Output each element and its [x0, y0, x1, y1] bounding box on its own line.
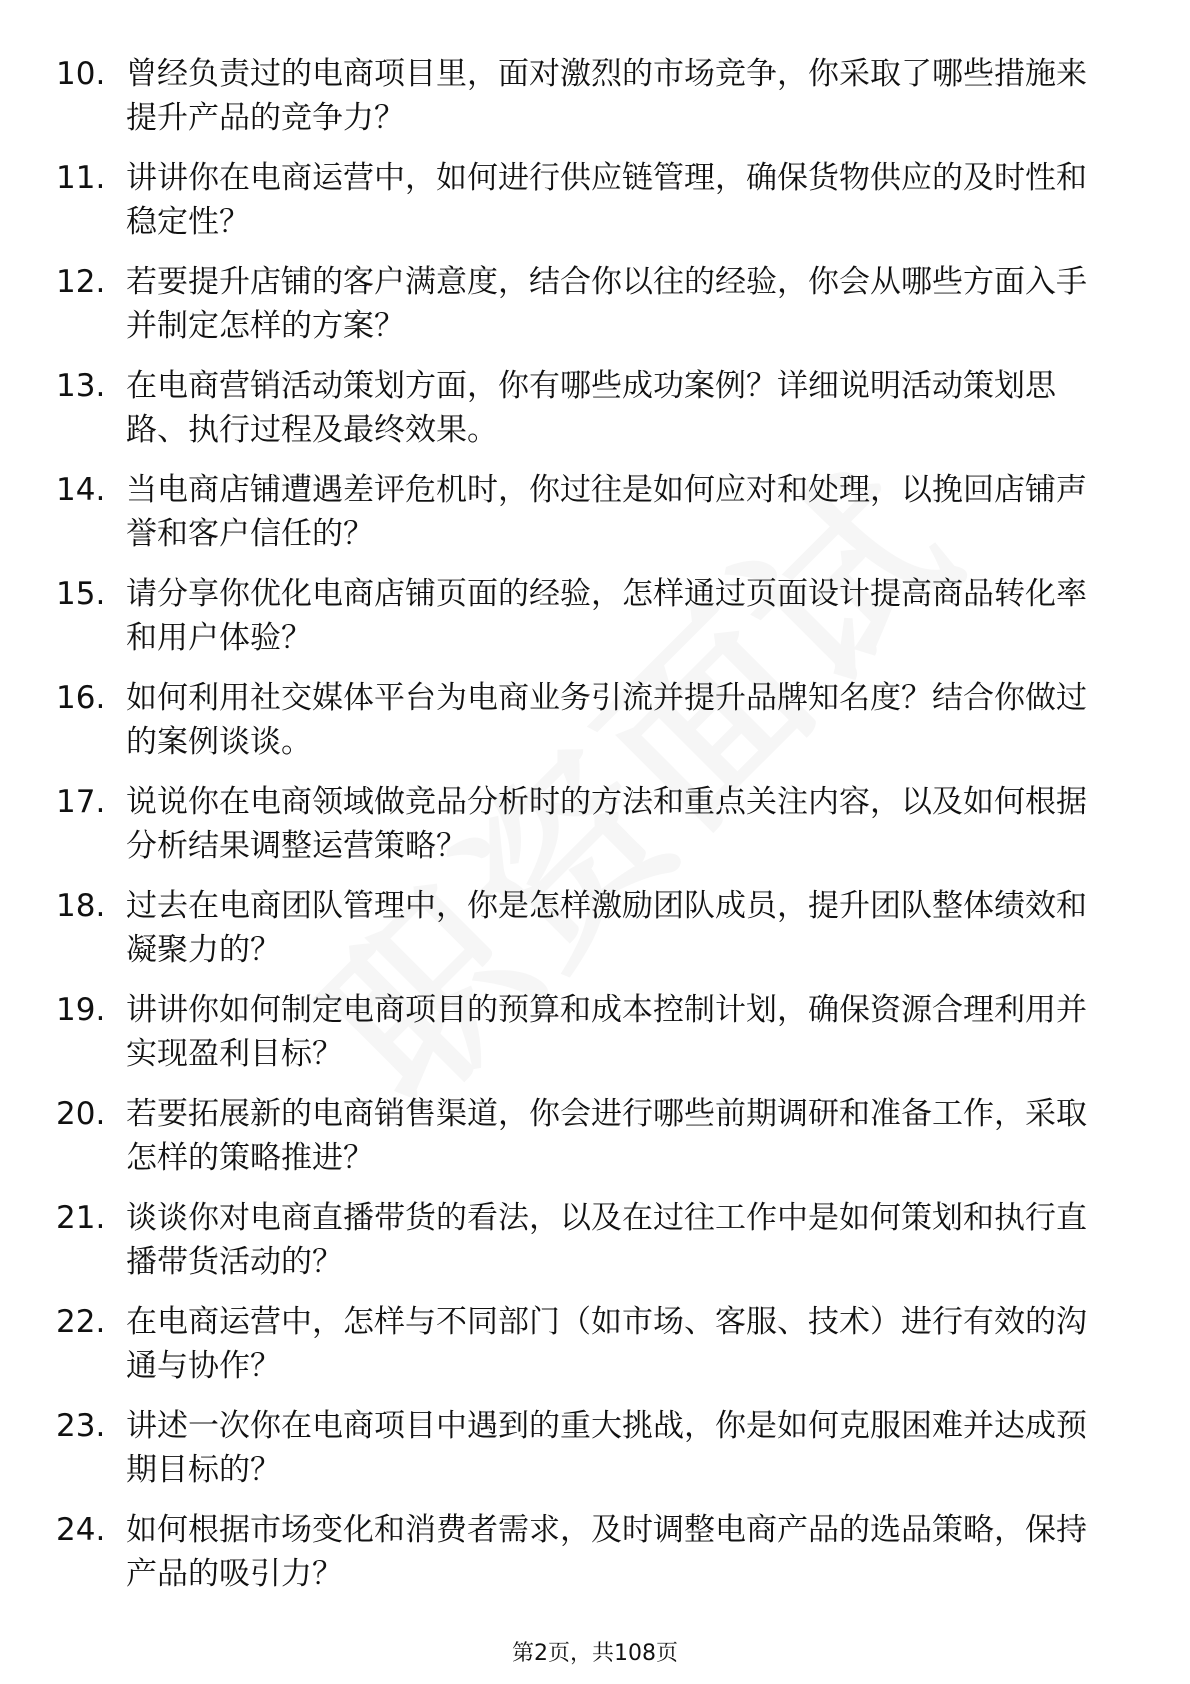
question-text: 在电商营销活动策划方面，你有哪些成功案例？详细说明活动策划思路、执行过程及最终效果。	[126, 368, 1056, 448]
question-text: 当电商店铺遭遇差评危机时，你过往是如何应对和处理，以挽回店铺声誉和客户信任的？	[126, 472, 1087, 552]
question-number: 10.	[56, 56, 106, 92]
page-footer: 第2页，共108页	[512, 1641, 678, 1666]
question-text: 说说你在电商领域做竞品分析时的方法和重点关注内容，以及如何根据分析结果调整运营策略？	[126, 784, 1087, 864]
question-text: 如何利用社交媒体平台为电商业务引流并提升品牌知名度？结合你做过的案例谈谈。	[126, 680, 1087, 760]
question-text: 曾经负责过的电商项目里，面对激烈的市场竞争，你采取了哪些措施来提升产品的竞争力？	[126, 56, 1087, 136]
list-item	[56, 988, 1116, 1092]
question-list	[56, 52, 1116, 1612]
list-item	[56, 884, 1116, 988]
question-text: 若要拓展新的电商销售渠道，你会进行哪些前期调研和准备工作，采取怎样的策略推进？	[126, 1096, 1087, 1176]
list-item	[56, 1092, 1116, 1196]
question-text: 过去在电商团队管理中，你是怎样激励团队成员，提升团队整体绩效和凝聚力的？	[126, 888, 1087, 968]
list-item	[56, 676, 1116, 780]
list-item	[56, 1300, 1116, 1404]
question-text: 请分享你优化电商店铺页面的经验，怎样通过页面设计提高商品转化率和用户体验？	[126, 576, 1087, 656]
list-item	[56, 780, 1116, 884]
question-number: 22.	[56, 1304, 106, 1340]
question-number: 15.	[56, 576, 106, 612]
question-text: 讲讲你在电商运营中，如何进行供应链管理，确保货物供应的及时性和稳定性？	[126, 160, 1087, 240]
question-number: 18.	[56, 888, 106, 924]
list-item	[56, 468, 1116, 572]
question-number: 19.	[56, 992, 106, 1028]
list-item	[56, 572, 1116, 676]
list-item	[56, 156, 1116, 260]
list-item	[56, 1196, 1116, 1300]
list-item	[56, 260, 1116, 364]
question-number: 21.	[56, 1200, 106, 1236]
question-number: 11.	[56, 160, 106, 196]
list-item	[56, 364, 1116, 468]
question-number: 17.	[56, 784, 106, 820]
question-text: 讲述一次你在电商项目中遇到的重大挑战，你是如何克服困难并达成预期目标的？	[126, 1408, 1087, 1488]
question-number: 16.	[56, 680, 106, 716]
question-number: 14.	[56, 472, 106, 508]
question-number: 24.	[56, 1512, 106, 1548]
question-text: 在电商运营中，怎样与不同部门（如市场、客服、技术）进行有效的沟通与协作？	[126, 1304, 1087, 1384]
question-number: 12.	[56, 264, 106, 300]
list-item	[56, 1404, 1116, 1508]
question-text: 如何根据市场变化和消费者需求，及时调整电商产品的选品策略，保持产品的吸引力？	[126, 1512, 1087, 1592]
list-item	[56, 1508, 1116, 1612]
question-text: 谈谈你对电商直播带货的看法，以及在过往工作中是如何策划和执行直播带货活动的？	[126, 1200, 1087, 1280]
question-number: 13.	[56, 368, 106, 404]
list-item	[56, 52, 1116, 156]
question-text: 讲讲你如何制定电商项目的预算和成本控制计划，确保资源合理利用并实现盈利目标？	[126, 992, 1087, 1072]
question-number: 23.	[56, 1408, 106, 1444]
question-number: 20.	[56, 1096, 106, 1132]
question-text: 若要提升店铺的客户满意度，结合你以往的经验，你会从哪些方面入手并制定怎样的方案？	[126, 264, 1087, 344]
